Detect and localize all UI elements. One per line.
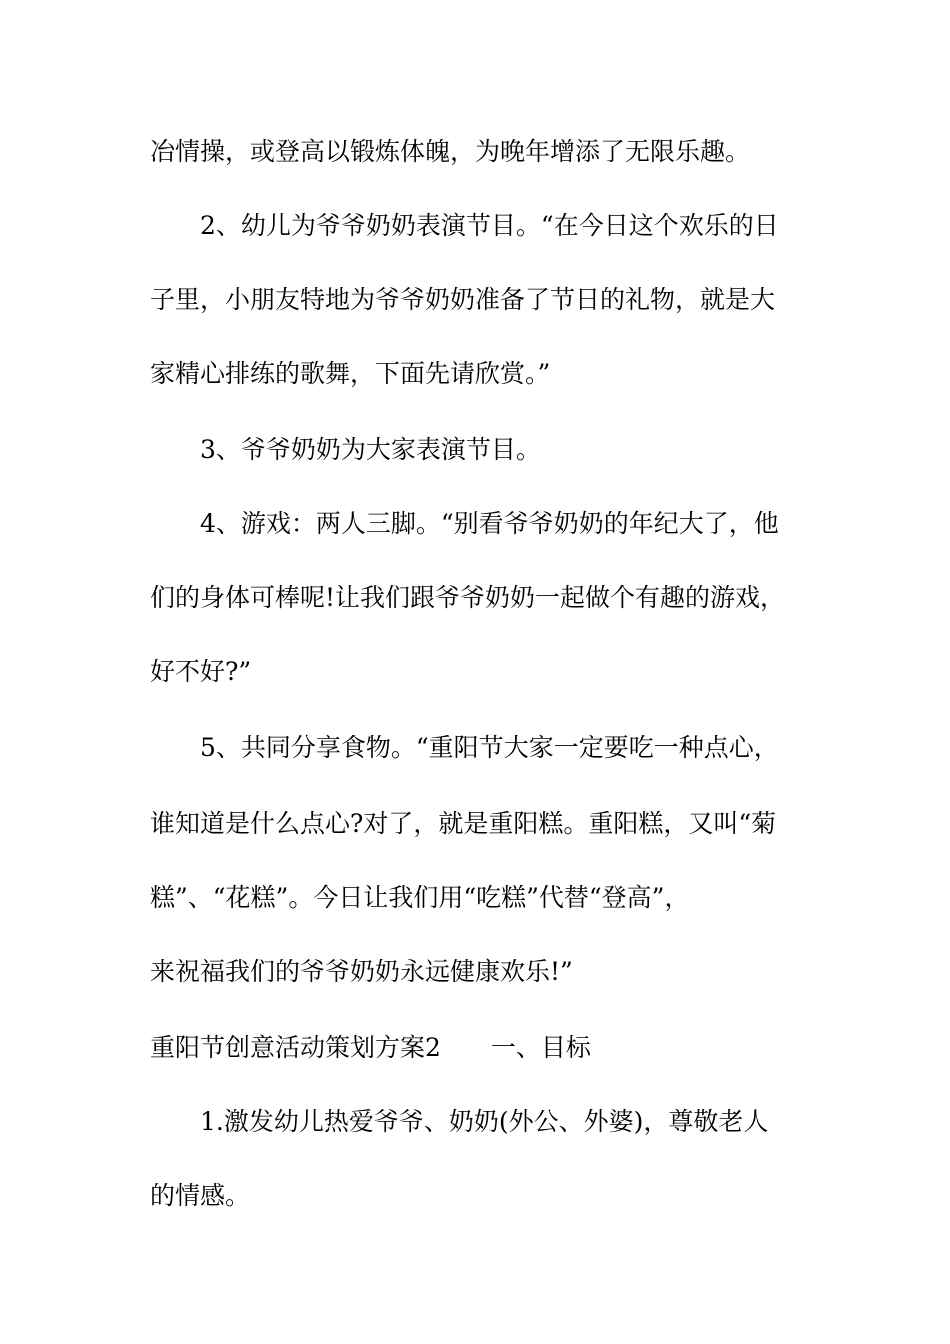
text-line: 5、共同分享食物。“重阳节大家一定要吃一种点心， (200, 733, 779, 762)
text-line: 来祝福我们的爷爷奶奶永远健康欢乐!” (150, 957, 573, 986)
text-line: 谁知道是什么点心?对了，就是重阳糕。重阳糕，又叫“菊 (150, 809, 777, 838)
text-line: 子里，小朋友特地为爷爷奶奶准备了节日的礼物，就是大 (150, 285, 776, 314)
text-line: 4、游戏：两人三脚。“别看爷爷奶奶的年纪大了，他 (200, 509, 779, 538)
text-line: 1.激发幼儿热爱爷爷、奶奶(外公、外婆)，尊敬老人 (200, 1107, 769, 1136)
text-line: 的情感。 (150, 1181, 251, 1210)
text-line: 家精心排练的歌舞，下面先请欣赏。” (150, 359, 551, 388)
text-line: 好不好?” (150, 657, 252, 686)
section-heading: 重阳节创意活动策划方案2 一、目标 (150, 1033, 591, 1062)
text-line: 2、幼儿为爷爷奶奶表演节目。“在今日这个欢乐的日 (200, 211, 779, 240)
text-line: 冶情操，或登高以锻炼体魄，为晚年增添了无限乐趣。 (150, 137, 751, 166)
text-line: 3、爷爷奶奶为大家表演节目。 (200, 435, 541, 464)
text-line: 糕”、“花糕”。今日让我们用“吃糕”代替“登高”， (150, 883, 690, 912)
text-line: 们的身体可棒呢!让我们跟爷爷奶奶一起做个有趣的游戏， (150, 583, 786, 612)
